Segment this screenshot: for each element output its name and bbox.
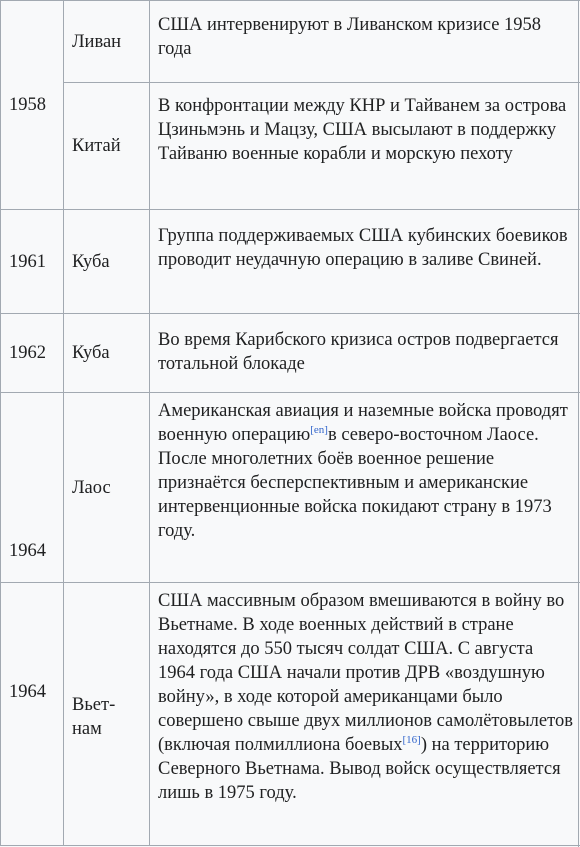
description-text: Американская авиация и наземные войска проводят военную операцию	[158, 401, 568, 445]
description-text-cont: ) на территорию Северного Вьетнама. Вывод войск осуществляется лишь в 1975 году.	[158, 735, 561, 803]
year-cell	[0, 209, 63, 313]
description-cell	[149, 313, 580, 392]
description-cell	[149, 0, 580, 82]
description-cell	[149, 582, 580, 845]
country-name: Куба	[72, 251, 110, 272]
description-text: В конфронтации между КНР и Тайванем за острова Цзиньмэнь и Мацзу, США высылают в поддержку Тайваню военные корабли и морскую пехоту	[158, 96, 567, 164]
table-bottom-border	[0, 845, 580, 846]
year-value: 1962	[9, 343, 46, 363]
citation-link[interactable]: [16]	[402, 733, 421, 746]
country-cell	[63, 313, 149, 392]
description-text-cont: в северо-восточном Лаосе. После многолетних боёв военное решение признаётся бесперспективным и американские интервенционные войска покидают страну в 1973 году.	[158, 425, 552, 541]
year-cell	[0, 392, 63, 582]
country-name: Ливан	[72, 31, 122, 52]
year-value: 1961	[9, 251, 46, 272]
year-value: 1964	[9, 682, 46, 702]
description-text: Группа поддерживаемых США кубинских боевиков проводит неудачную операцию в заливе Свиней.	[158, 226, 568, 270]
description-text: США интервенируют в Ливанском кризисе 1958 года	[158, 15, 542, 59]
country-name: Лаос	[72, 477, 111, 498]
country-name: Куба	[72, 343, 110, 363]
year-cell	[0, 313, 63, 392]
table-right-border	[578, 0, 579, 847]
description-cell	[149, 209, 580, 313]
description-cell	[149, 82, 580, 209]
citation-link[interactable]: [en]	[310, 423, 328, 436]
description-cell	[149, 392, 580, 582]
country-cell	[63, 209, 149, 313]
year-cell	[0, 582, 63, 845]
country-cell	[63, 392, 149, 582]
description-text: США массивным образом вмешиваются в войну во Вьетнаме. В ходе военных действий в стране находятся до 550 тысяч солдат США. С августа 1964 года США начали против ДРВ «воздушную войну», в ходе которой американцами было совершено свыше двух миллионов самолётовылетов (включая полмиллиона боевых	[158, 591, 573, 755]
country-name: Китай	[72, 136, 121, 156]
year-value: 1958	[9, 95, 46, 115]
year-value: 1964	[9, 541, 46, 561]
description-text: Во время Карибского кризиса остров подвергается тотальной блокаде	[158, 330, 559, 374]
year-cell	[0, 0, 63, 209]
country-name: Вьет-нам	[72, 695, 116, 739]
country-cell	[63, 0, 149, 82]
country-cell	[63, 82, 149, 209]
country-cell	[63, 582, 149, 845]
